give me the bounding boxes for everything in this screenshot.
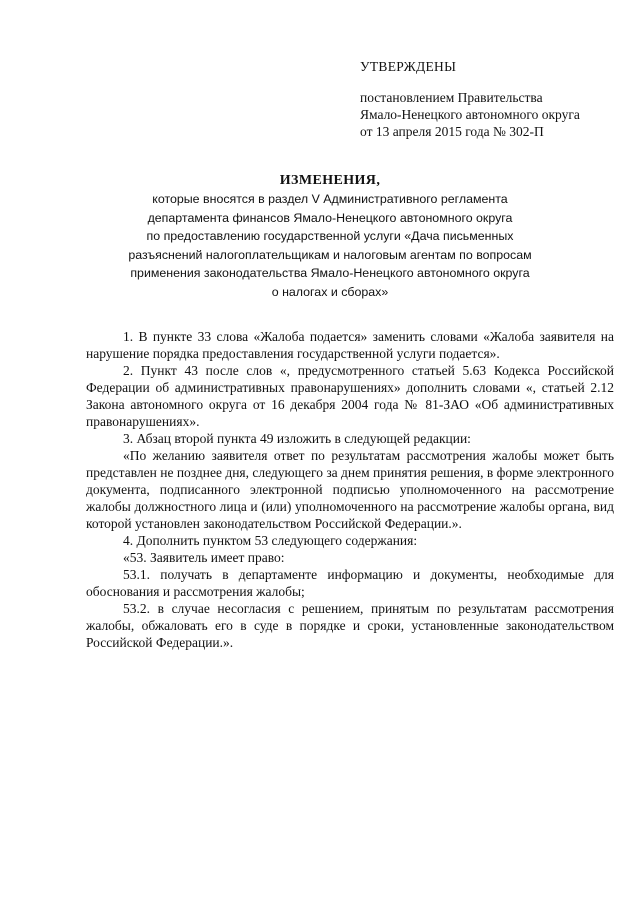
paragraph-item-1: 1. В пункте 33 слова «Жалоба подается» заменить словами «Жалоба заявителя на нарушение порядка предоставления государственной услуги подается». bbox=[86, 329, 614, 361]
paragraph-53: «53. Заявитель имеет право: bbox=[123, 550, 285, 565]
subtitle-line: департамента финансов Ямало-Ненецкого автономного округа bbox=[147, 210, 513, 225]
subtitle-line: разъяснений налогоплательщикам и налоговым агентам по вопросам bbox=[128, 247, 532, 262]
paragraph-quote-49: «По желанию заявителя ответ по результатам рассмотрения жалобы может быть представлен не позднее дня, следующего за днем принятия решения, в форме электронного документа, подписанного электронной подписью уполномоченного на рассмотрение жалобы должностного лица и (или) уполномоченного на рассмотрение жалобы органа, вид которой установлен законодательством Российской Федерации.». bbox=[86, 448, 615, 531]
document-title: ИЗМЕНЕНИЯ, bbox=[279, 173, 381, 188]
approval-line: постановлением Правительства bbox=[360, 90, 543, 105]
document-body bbox=[86, 328, 614, 651]
paragraph-item-2: 2. Пункт 43 после слов «, предусмотренного статьей 5.63 Кодекса Российской Федерации об административных правонарушениях» дополнить словами «, статьей 2.12 Закона автономного округа от 16 декабря 2004 года № 81-ЗАО «Об административных правонарушениях». bbox=[86, 363, 614, 429]
approval-line: от 13 апреля 2015 года № 302-П bbox=[360, 124, 544, 139]
approval-block bbox=[360, 58, 610, 140]
subtitle-line: по предоставлению государственной услуги «Дача письменных bbox=[146, 229, 514, 243]
paragraph-53-1: 53.1. получать в департаменте информацию и документы, необходимые для обоснования и рассмотрения жалобы; bbox=[86, 567, 614, 599]
approval-line: Ямало-Ненецкого автономного округа bbox=[360, 107, 580, 122]
paragraph-item-3: 3. Абзац второй пункта 49 изложить в следующей редакции: bbox=[123, 431, 471, 446]
subtitle-line: о налогах и сборах» bbox=[271, 284, 389, 299]
paragraph-item-4: 4. Дополнить пунктом 53 следующего содержания: bbox=[123, 533, 418, 548]
approved-title: УТВЕРЖДЕНЫ bbox=[360, 59, 457, 74]
paragraph-53-2: 53.2. в случае несогласия с решением, принятым по результатам рассмотрения жалобы, обжаловать его в суде в порядке и сроки, установленные законодательством Российской Федерации.». bbox=[86, 601, 614, 650]
document-heading bbox=[95, 172, 565, 301]
subtitle-line: применения законодательства Ямало-Ненецкого автономного округа bbox=[130, 266, 530, 280]
subtitle-line: которые вносятся в раздел V Административного регламента bbox=[152, 192, 508, 206]
